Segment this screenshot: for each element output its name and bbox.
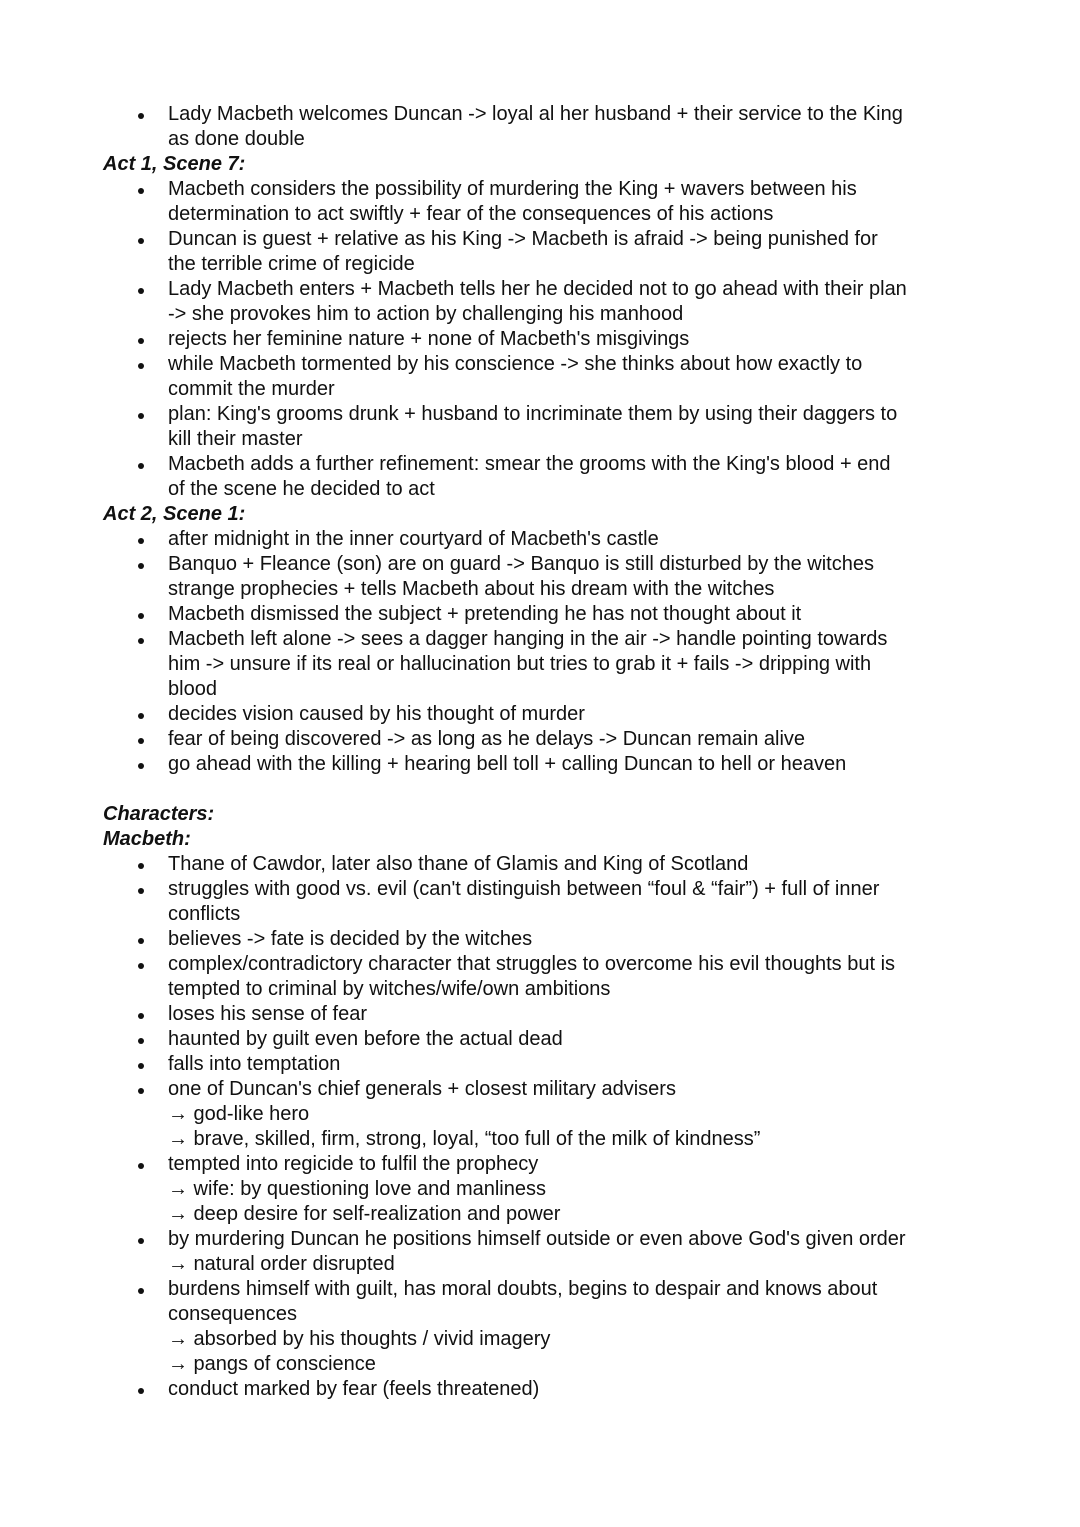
list-item-line: conflicts <box>168 903 241 925</box>
list-item <box>0 1002 978 1027</box>
bullet-dot-icon <box>138 613 144 619</box>
list-item <box>0 727 978 752</box>
list-item-line: → brave, skilled, firm, strong, loyal, “too full of the milk of kindness” <box>168 1128 761 1150</box>
list-item <box>0 752 978 777</box>
bullet-dot-icon <box>138 1388 144 1394</box>
list-item <box>0 552 978 602</box>
list-item-line: → god-like hero <box>168 1103 310 1125</box>
list-item-line: kill their master <box>168 428 303 450</box>
bullet-dot-icon <box>138 1163 144 1169</box>
list-item-line: commit the murder <box>168 378 335 400</box>
list-item-line: complex/contradictory character that struggles to overcome his evil thoughts but is <box>168 953 896 975</box>
list-item <box>0 852 978 877</box>
list-item-line: after midnight in the inner courtyard of Macbeth's castle <box>168 528 659 550</box>
list-item-line: him -> unsure if its real or hallucination but tries to grab it + fails -> dripping with <box>168 653 872 675</box>
list-item <box>0 227 978 277</box>
list-item <box>0 177 978 227</box>
list-item-line: consequences <box>168 1303 297 1325</box>
bullet-dot-icon <box>138 288 144 294</box>
list-item-line: Macbeth considers the possibility of murdering the King + wavers between his <box>168 178 857 200</box>
list-item <box>0 1377 978 1402</box>
bullet-dot-icon <box>138 338 144 344</box>
list-item <box>0 1077 978 1152</box>
list-item <box>0 352 978 402</box>
bullet-dot-icon <box>138 863 144 869</box>
list-item-line: by murdering Duncan he positions himself outside or even above God's given order <box>168 1228 906 1250</box>
list-item <box>0 952 978 1002</box>
list-item-line: loses his sense of fear <box>168 1003 367 1025</box>
list-item-line: Thane of Cawdor, later also thane of Glamis and King of Scotland <box>168 853 749 875</box>
list-item <box>0 877 978 927</box>
list-item <box>0 1052 978 1077</box>
bullet-dot-icon <box>138 538 144 544</box>
section-heading: Macbeth: <box>103 828 191 850</box>
list-item-line: determination to act swiftly + fear of the consequences of his actions <box>168 203 774 225</box>
list-item-line: struggles with good vs. evil (can't distinguish between “foul & “fair”) + full of inner <box>168 878 880 900</box>
list-item-line: → wife: by questioning love and manliness <box>168 1178 546 1200</box>
bullet-dot-icon <box>138 238 144 244</box>
bullet-dot-icon <box>138 1013 144 1019</box>
list-item-line: → natural order disrupted <box>168 1253 395 1275</box>
bullet-dot-icon <box>138 1088 144 1094</box>
list-item-line: → deep desire for self-realization and power <box>168 1203 561 1225</box>
list-item <box>0 1152 978 1227</box>
list-item-line: rejects her feminine nature + none of Macbeth's misgivings <box>168 328 690 350</box>
bullet-list <box>0 527 1080 777</box>
bullet-dot-icon <box>138 188 144 194</box>
list-item-line: believes -> fate is decided by the witches <box>168 928 533 950</box>
bullet-dot-icon <box>138 463 144 469</box>
list-item-line: falls into temptation <box>168 1053 341 1075</box>
list-item <box>0 1227 978 1277</box>
bullet-dot-icon <box>138 563 144 569</box>
list-item-line: fear of being discovered -> as long as he delays -> Duncan remain alive <box>168 728 806 750</box>
bullet-dot-icon <box>138 888 144 894</box>
list-item-line: while Macbeth tormented by his conscience -> she thinks about how exactly to <box>168 353 863 375</box>
list-item <box>0 627 978 702</box>
bullet-dot-icon <box>138 413 144 419</box>
section <box>0 102 1080 152</box>
list-item <box>0 1277 978 1377</box>
bullet-dot-icon <box>138 713 144 719</box>
list-item-line: as done double <box>168 128 305 150</box>
list-item-line: Macbeth adds a further refinement: smear the grooms with the King's blood + end <box>168 453 891 475</box>
list-item-line: Macbeth dismissed the subject + pretending he has not thought about it <box>168 603 802 625</box>
section-heading: Characters: <box>103 803 215 825</box>
list-item <box>0 327 978 352</box>
bullet-dot-icon <box>138 763 144 769</box>
bullet-dot-icon <box>138 1288 144 1294</box>
list-item-line: decides vision caused by his thought of murder <box>168 703 585 725</box>
list-item-line: → absorbed by his thoughts / vivid imagery <box>168 1328 551 1350</box>
list-item-line: Lady Macbeth enters + Macbeth tells her he decided not to go ahead with their plan <box>168 278 907 300</box>
list-item <box>0 602 978 627</box>
list-item <box>0 452 978 502</box>
list-item <box>0 927 978 952</box>
bullet-list <box>0 852 1080 1402</box>
list-item-line: burdens himself with guilt, has moral doubts, begins to despair and knows about <box>168 1278 878 1300</box>
bullet-dot-icon <box>138 938 144 944</box>
bullet-dot-icon <box>138 1238 144 1244</box>
bullet-dot-icon <box>138 638 144 644</box>
list-item <box>0 527 978 552</box>
list-item <box>0 1027 978 1052</box>
list-item-line: Banquo + Fleance (son) are on guard -> Banquo is still disturbed by the witches <box>168 553 874 575</box>
section <box>0 827 1080 1402</box>
list-item-line: tempted into regicide to fulfil the prophecy <box>168 1153 539 1175</box>
list-item-line: blood <box>168 678 217 700</box>
list-item-line: go ahead with the killing + hearing bell toll + calling Duncan to hell or heaven <box>168 753 847 775</box>
list-item-line: strange prophecies + tells Macbeth about his dream with the witches <box>168 578 775 600</box>
list-item-line: → pangs of conscience <box>168 1353 376 1375</box>
bullet-dot-icon <box>138 363 144 369</box>
bullet-dot-icon <box>138 738 144 744</box>
list-item <box>0 102 978 152</box>
list-item-line: tempted to criminal by witches/wife/own ambitions <box>168 978 611 1000</box>
list-item <box>0 702 978 727</box>
list-item-line: the terrible crime of regicide <box>168 253 415 275</box>
list-item-line: Macbeth left alone -> sees a dagger hanging in the air -> handle pointing towards <box>168 628 888 650</box>
bullet-dot-icon <box>138 1063 144 1069</box>
bullet-list <box>0 102 1080 152</box>
list-item-line: Duncan is guest + relative as his King -> Macbeth is afraid -> being punished for <box>168 228 878 250</box>
section <box>0 502 1080 777</box>
section-spacer <box>0 777 1080 802</box>
list-item <box>0 277 978 327</box>
section-heading: Act 2, Scene 1: <box>103 503 246 525</box>
list-item-line: Lady Macbeth welcomes Duncan -> loyal al her husband + their service to the King <box>168 103 903 125</box>
section <box>0 777 1080 827</box>
list-item-line: conduct marked by fear (feels threatened) <box>168 1378 540 1400</box>
section <box>0 152 1080 502</box>
document-page <box>0 102 1080 1402</box>
bullet-list <box>0 177 1080 502</box>
bullet-dot-icon <box>138 1038 144 1044</box>
list-item-line: of the scene he decided to act <box>168 478 435 500</box>
bullet-dot-icon <box>138 963 144 969</box>
bullet-dot-icon <box>138 113 144 119</box>
list-item <box>0 402 978 452</box>
section-heading: Act 1, Scene 7: <box>103 153 246 175</box>
list-item-line: plan: King's grooms drunk + husband to incriminate them by using their daggers to <box>168 403 898 425</box>
list-item-line: -> she provokes him to action by challenging his manhood <box>168 303 684 325</box>
list-item-line: one of Duncan's chief generals + closest military advisers <box>168 1078 676 1100</box>
list-item-line: haunted by guilt even before the actual dead <box>168 1028 563 1050</box>
